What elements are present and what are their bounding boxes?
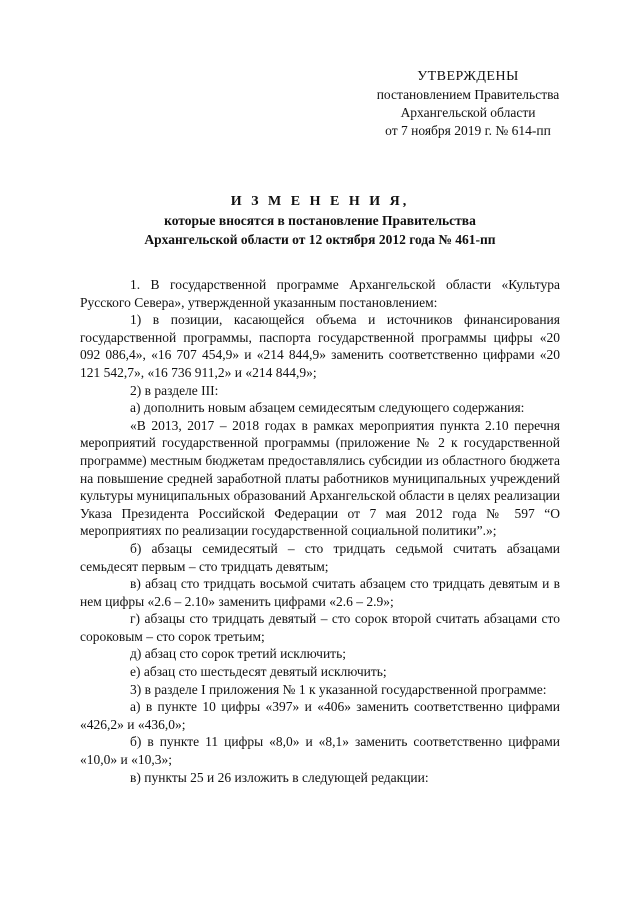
paragraph: е) абзац сто шестьдесят девятый исключить; — [130, 664, 387, 680]
approval-line-2: Архангельской области — [400, 105, 536, 120]
paragraph: а) дополнить новым абзацем семидесятым следующего содержания: — [130, 400, 525, 416]
document-body — [80, 276, 560, 786]
paragraph: 1. В государственной программе Архангельской области «Культура Русского Севера», утвержденной указанным постановлением: — [80, 277, 560, 310]
paragraph: в) абзац сто тридцать восьмой считать абзацем сто тридцать девятым и в нем цифры «2.6 – 2.10» заменить цифрами «2.6 – 2.9»; — [80, 576, 560, 609]
paragraph: 2) в разделе III: — [130, 382, 219, 398]
approval-stamp — [348, 68, 588, 140]
paragraph: 3) в разделе I приложения № 1 к указанной государственной программе: — [130, 681, 547, 697]
approval-heading: УТВЕРЖДЕНЫ — [417, 69, 519, 84]
approval-line-1: постановлением Правительства — [376, 87, 560, 102]
paragraph: «В 2013, 2017 – 2018 годах в рамках мероприятия пункта 2.10 перечня мероприятий государственной программы (приложение № 2 к государственной программе) местным бюджетам предоставлялись субсидии из областного бюджета на повышение средней заработной платы работников муниципальных учреждений культуры муниципальных образований Архангельской области в целях реализации Указа Президента Российской Федерации от 7 мая 2012 года № 597 “О мероприятиях по реализации государственной социальной политики”.»; — [80, 417, 560, 539]
paragraph: а) в пункте 10 цифры «397» и «406» заменить соответственно цифрами «426,2» и «436,0»; — [80, 699, 560, 732]
paragraph: в) пункты 25 и 26 изложить в следующей редакции: — [130, 769, 429, 785]
paragraph: б) в пункте 11 цифры «8,0» и «8,1» заменить соответственно цифрами «10,0» и «10,3»; — [80, 734, 560, 768]
title-subtitle-2: Архангельской области от 12 октября 2012 года № 461-пп — [144, 232, 496, 247]
paragraph: д) абзац сто сорок третий исключить; — [130, 646, 346, 662]
paragraph: 1) в позиции, касающейся объема и источников финансирования государственной программы, паспорта государственной программы цифры «20 092 086,4», «16 707 454,9» и «214 844,9» заменить соответственно цифрами «20 121 542,7», «16 736 911,2» и «214 844,9»; — [80, 312, 560, 380]
paragraph: г) абзацы сто тридцать девятый – сто сорок второй считать абзацами сто сороковым – сто сорок третьим; — [80, 611, 560, 644]
paragraph: б) абзацы семидесятый – сто тридцать седьмой считать абзацами семьдесят первым – сто тридцать девятым; — [80, 540, 560, 574]
approval-line-3: от 7 ноября 2019 г. № 614-пп — [385, 123, 551, 138]
title-main: И З М Е Н Е Н И Я, — [230, 194, 410, 209]
title-subtitle-1: которые вносятся в постановление Правительства — [164, 213, 476, 228]
document-title — [60, 192, 580, 249]
